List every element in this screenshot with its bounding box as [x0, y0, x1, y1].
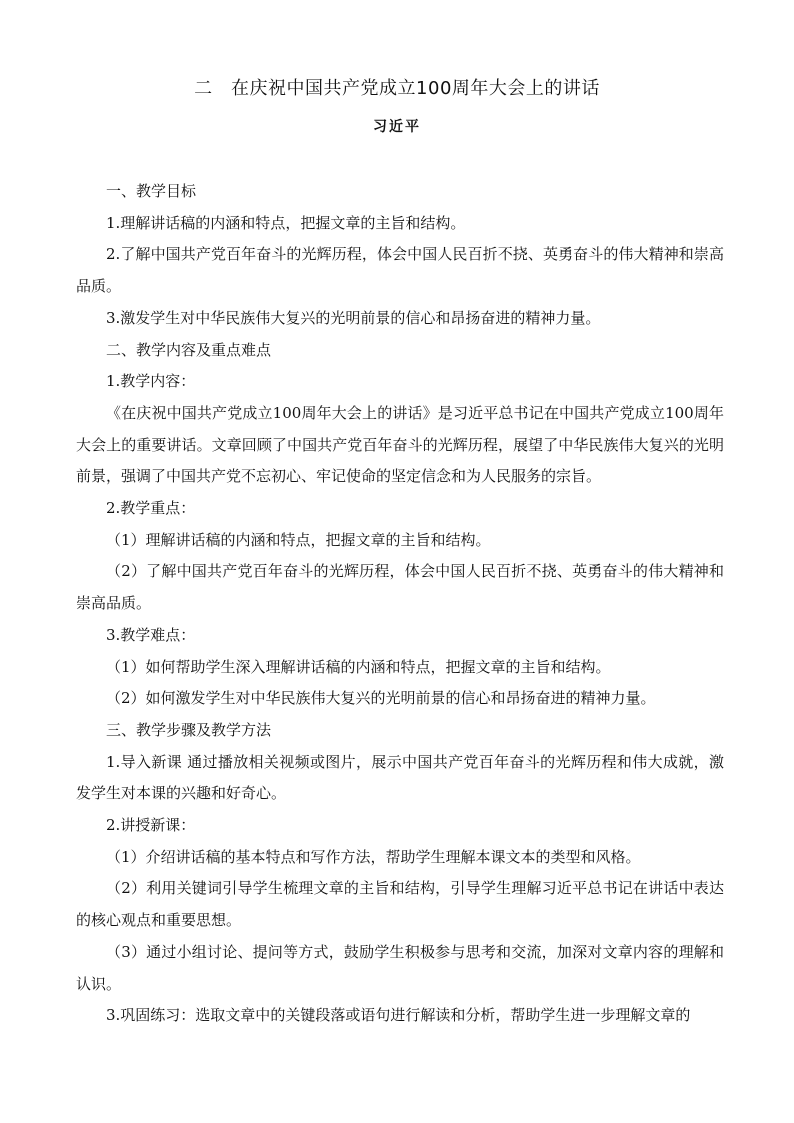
teaching-item-1: （1）介绍讲话稿的基本特点和写作方法，帮助学生理解本课文本的类型和风格。 [106, 847, 641, 866]
document-title: 二 在庆祝中国共产党成立100周年大会上的讲话 [194, 78, 600, 99]
section-heading-steps: 三、教学步骤及教学方法 [106, 720, 272, 739]
key-point-item-1: （1）理解讲话稿的内涵和特点，把握文章的主旨和结构。 [106, 530, 491, 549]
difficulty-subheading: 3.教学难点： [106, 625, 196, 644]
objective-item-3: 3.激发学生对中华民族伟大复兴的光明前景的信心和昂扬奋进的精神力量。 [106, 308, 601, 327]
section-heading-objectives: 一、教学目标 [106, 182, 197, 200]
step-teaching-subheading: 2.讲授新课： [106, 816, 196, 835]
teaching-item-2: （2）利用关键词引导学生梳理文章的主旨和结构，引导学生理解习近平总书记在讲话中表达的核心观点和重要思想。 [76, 879, 724, 930]
teaching-item-3: （3）通过小组讨论、提问等方式，鼓励学生积极参与思考和交流，加深对文章内容的理解和认识。 [76, 942, 724, 993]
step-intro: 1.导入新课 通过播放相关视频或图片，展示中国共产党百年奋斗的光辉历程和伟大成就，激发学生对本课的兴趣和好奇心。 [76, 752, 724, 803]
step-practice: 3.巩固练习：选取文章中的关键段落或语句进行解读和分析，帮助学生进一步理解文章的 [106, 1006, 691, 1025]
document-body [76, 176, 724, 1032]
content-paragraph: 《在庆祝中国共产党成立100周年大会上的讲话》是习近平总书记在中国共产党成立100周年大会上的重要讲话。文章回顾了中国共产党百年奋斗的光辉历程，展望了中华民族伟大复兴的光明前景，强调了中国共产党不忘初心、牢记使命的坚定信念和为人民服务的宗旨。 [76, 403, 724, 486]
key-point-item-2: （2）了解中国共产党百年奋斗的光辉历程，体会中国人民百折不挠、英勇奋斗的伟大精神和崇高品质。 [76, 562, 724, 613]
key-points-subheading: 2.教学重点： [106, 499, 196, 518]
difficulty-item-1: （1）如何帮助学生深入理解讲话稿的内涵和特点，把握文章的主旨和结构。 [106, 657, 611, 676]
difficulty-item-2: （2）如何激发学生对中华民族伟大复兴的光明前景的信心和昂扬奋进的精神力量。 [106, 689, 656, 708]
objective-item-2: 2.了解中国共产党百年奋斗的光辉历程，体会中国人民百折不挠、英勇奋斗的伟大精神和崇高品质。 [76, 245, 724, 296]
objective-item-1: 1.理解讲话稿的内涵和特点，把握文章的主旨和结构。 [106, 213, 466, 232]
section-heading-content: 二、教学内容及重点难点 [106, 340, 272, 359]
document-author: 习近平 [373, 119, 421, 135]
content-subheading: 1.教学内容： [106, 372, 196, 391]
